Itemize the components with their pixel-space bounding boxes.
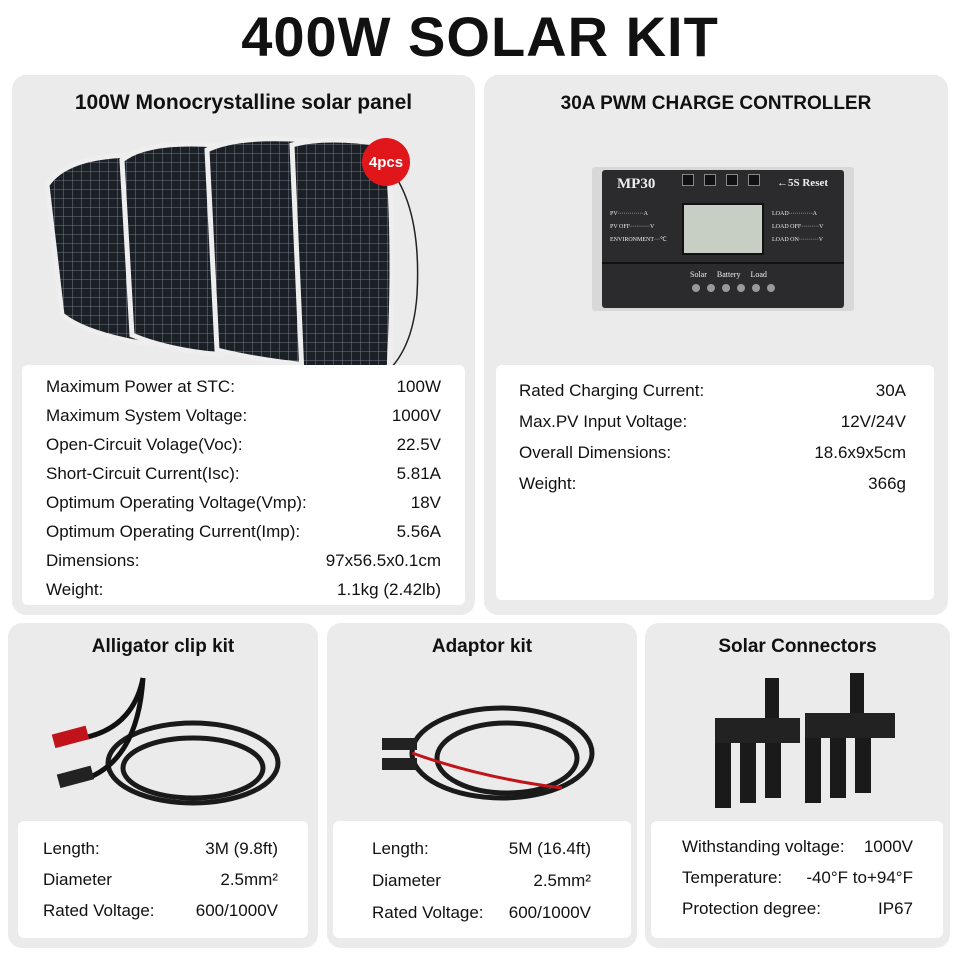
lcd-label: LOAD OFF·········V <box>772 224 824 230</box>
quantity-badge: 4pcs <box>362 138 410 186</box>
spec-row <box>651 868 943 896</box>
spec-row <box>651 837 943 865</box>
alligator-cable-image <box>43 668 293 818</box>
adaptor-spec-table <box>333 821 631 938</box>
spec-label: Open-Circuit Volage(Voc): <box>46 435 243 454</box>
spec-row <box>496 474 934 502</box>
spec-label: Rated Voltage: <box>43 901 155 920</box>
spec-label: Protection degree: <box>682 899 821 918</box>
spec-row <box>496 412 934 440</box>
lcd-label: LOAD ON··········V <box>772 237 824 243</box>
spec-value: 18.6x9x5cm <box>814 443 906 462</box>
lcd-label: PV OFF··········V <box>610 224 655 230</box>
lcd-label: ENVIRONMENT···℃ <box>610 237 667 243</box>
spec-label: Rated Voltage: <box>372 903 484 922</box>
spec-row <box>22 551 465 579</box>
spec-label: Weight: <box>46 580 104 599</box>
spec-value: -40°F to+94°F <box>806 868 913 887</box>
spec-label: Length: <box>372 839 429 858</box>
alligator-spec-table <box>18 821 308 938</box>
spec-value: 18V <box>410 493 441 512</box>
spec-value: 5.56A <box>396 522 441 541</box>
spec-row <box>22 522 465 550</box>
spec-label: Optimum Operating Voltage(Vmp): <box>46 493 307 512</box>
spec-row <box>22 435 465 463</box>
spec-label: Diameter <box>372 871 441 890</box>
spec-label: Dimensions: <box>46 551 140 570</box>
spec-value: 100W <box>396 377 441 396</box>
plus-button <box>704 174 716 186</box>
menu-button <box>682 174 694 186</box>
lcd-label: LOAD············A <box>772 211 817 217</box>
spec-row <box>22 464 465 492</box>
model-label: MP30 <box>617 176 656 192</box>
spec-value: 1000V <box>863 837 913 856</box>
spec-value: 97x56.5x0.1cm <box>325 551 441 570</box>
section-title: Alligator clip kit <box>91 636 235 657</box>
panel-spec-table <box>22 365 465 605</box>
spec-value: 600/1000V <box>508 903 591 922</box>
spec-value: 5M (16.4ft) <box>508 839 591 858</box>
spec-row <box>333 839 631 867</box>
spec-value: 5.81A <box>396 464 441 483</box>
spec-row <box>18 901 308 929</box>
connectors-spec-table <box>651 821 943 938</box>
section-title: Adaptor kit <box>431 636 533 657</box>
spec-label: Length: <box>43 839 100 858</box>
spec-label: Weight: <box>519 474 577 493</box>
alligator-clip-section <box>8 623 318 948</box>
spec-label: Rated Charging Current: <box>519 381 705 400</box>
spec-row <box>333 903 631 931</box>
lcd-label: PV·············A <box>610 211 648 217</box>
spec-label: Max.PV Input Voltage: <box>519 412 688 431</box>
spec-row <box>22 406 465 434</box>
spec-value: 3M (9.8ft) <box>205 839 278 858</box>
spec-label: Short-Circuit Current(Isc): <box>46 464 240 483</box>
minus-button <box>726 174 738 186</box>
terminal-label: Load <box>750 270 767 279</box>
spec-label: Diameter <box>43 870 112 889</box>
charge-controller-section <box>484 75 948 615</box>
spec-value: 366g <box>868 474 906 493</box>
spec-row <box>18 839 308 867</box>
spec-row <box>22 377 465 405</box>
terminal-label: Solar <box>690 270 707 279</box>
power-button <box>748 174 760 186</box>
spec-row <box>22 580 465 608</box>
spec-label: Optimum Operating Current(Imp): <box>46 522 301 541</box>
spec-label: Maximum System Voltage: <box>46 406 248 425</box>
spec-row <box>496 381 934 409</box>
spec-value: 2.5mm² <box>220 870 278 889</box>
reset-label: ←5S Reset <box>777 177 829 189</box>
spec-value: 22.5V <box>396 435 441 454</box>
spec-row <box>651 899 943 927</box>
connectors-image <box>710 673 910 813</box>
terminal-label: Battery <box>716 270 741 279</box>
section-title: 100W Monocrystalline solar panel <box>74 91 413 114</box>
spec-label: Withstanding voltage: <box>682 837 845 856</box>
spec-value: IP67 <box>878 899 913 918</box>
section-title: 30A PWM CHARGE CONTROLLER <box>560 93 872 114</box>
spec-label: Temperature: <box>682 868 783 887</box>
spec-value: 12V/24V <box>840 412 906 431</box>
solar-panel-section <box>12 75 475 615</box>
spec-value: 600/1000V <box>195 901 278 920</box>
spec-row <box>18 870 308 898</box>
spec-row <box>333 871 631 899</box>
spec-value: 1.1kg (2.42lb) <box>337 580 441 599</box>
spec-value: 1000V <box>391 406 441 425</box>
charge-controller-image <box>592 167 854 311</box>
spec-label: Maximum Power at STC: <box>46 377 235 396</box>
spec-label: Overall Dimensions: <box>519 443 672 462</box>
adaptor-kit-section <box>327 623 637 948</box>
spec-value: 2.5mm² <box>533 871 591 890</box>
spec-row <box>22 493 465 521</box>
controller-spec-table <box>496 365 934 600</box>
section-title: Solar Connectors <box>718 636 877 657</box>
spec-row <box>496 443 934 471</box>
spec-value: 30A <box>875 381 906 400</box>
lcd-screen <box>682 203 764 255</box>
adaptor-cable-image <box>362 668 612 818</box>
page-title: 400W SOLAR KIT <box>241 5 719 68</box>
solar-connectors-section <box>645 623 950 948</box>
